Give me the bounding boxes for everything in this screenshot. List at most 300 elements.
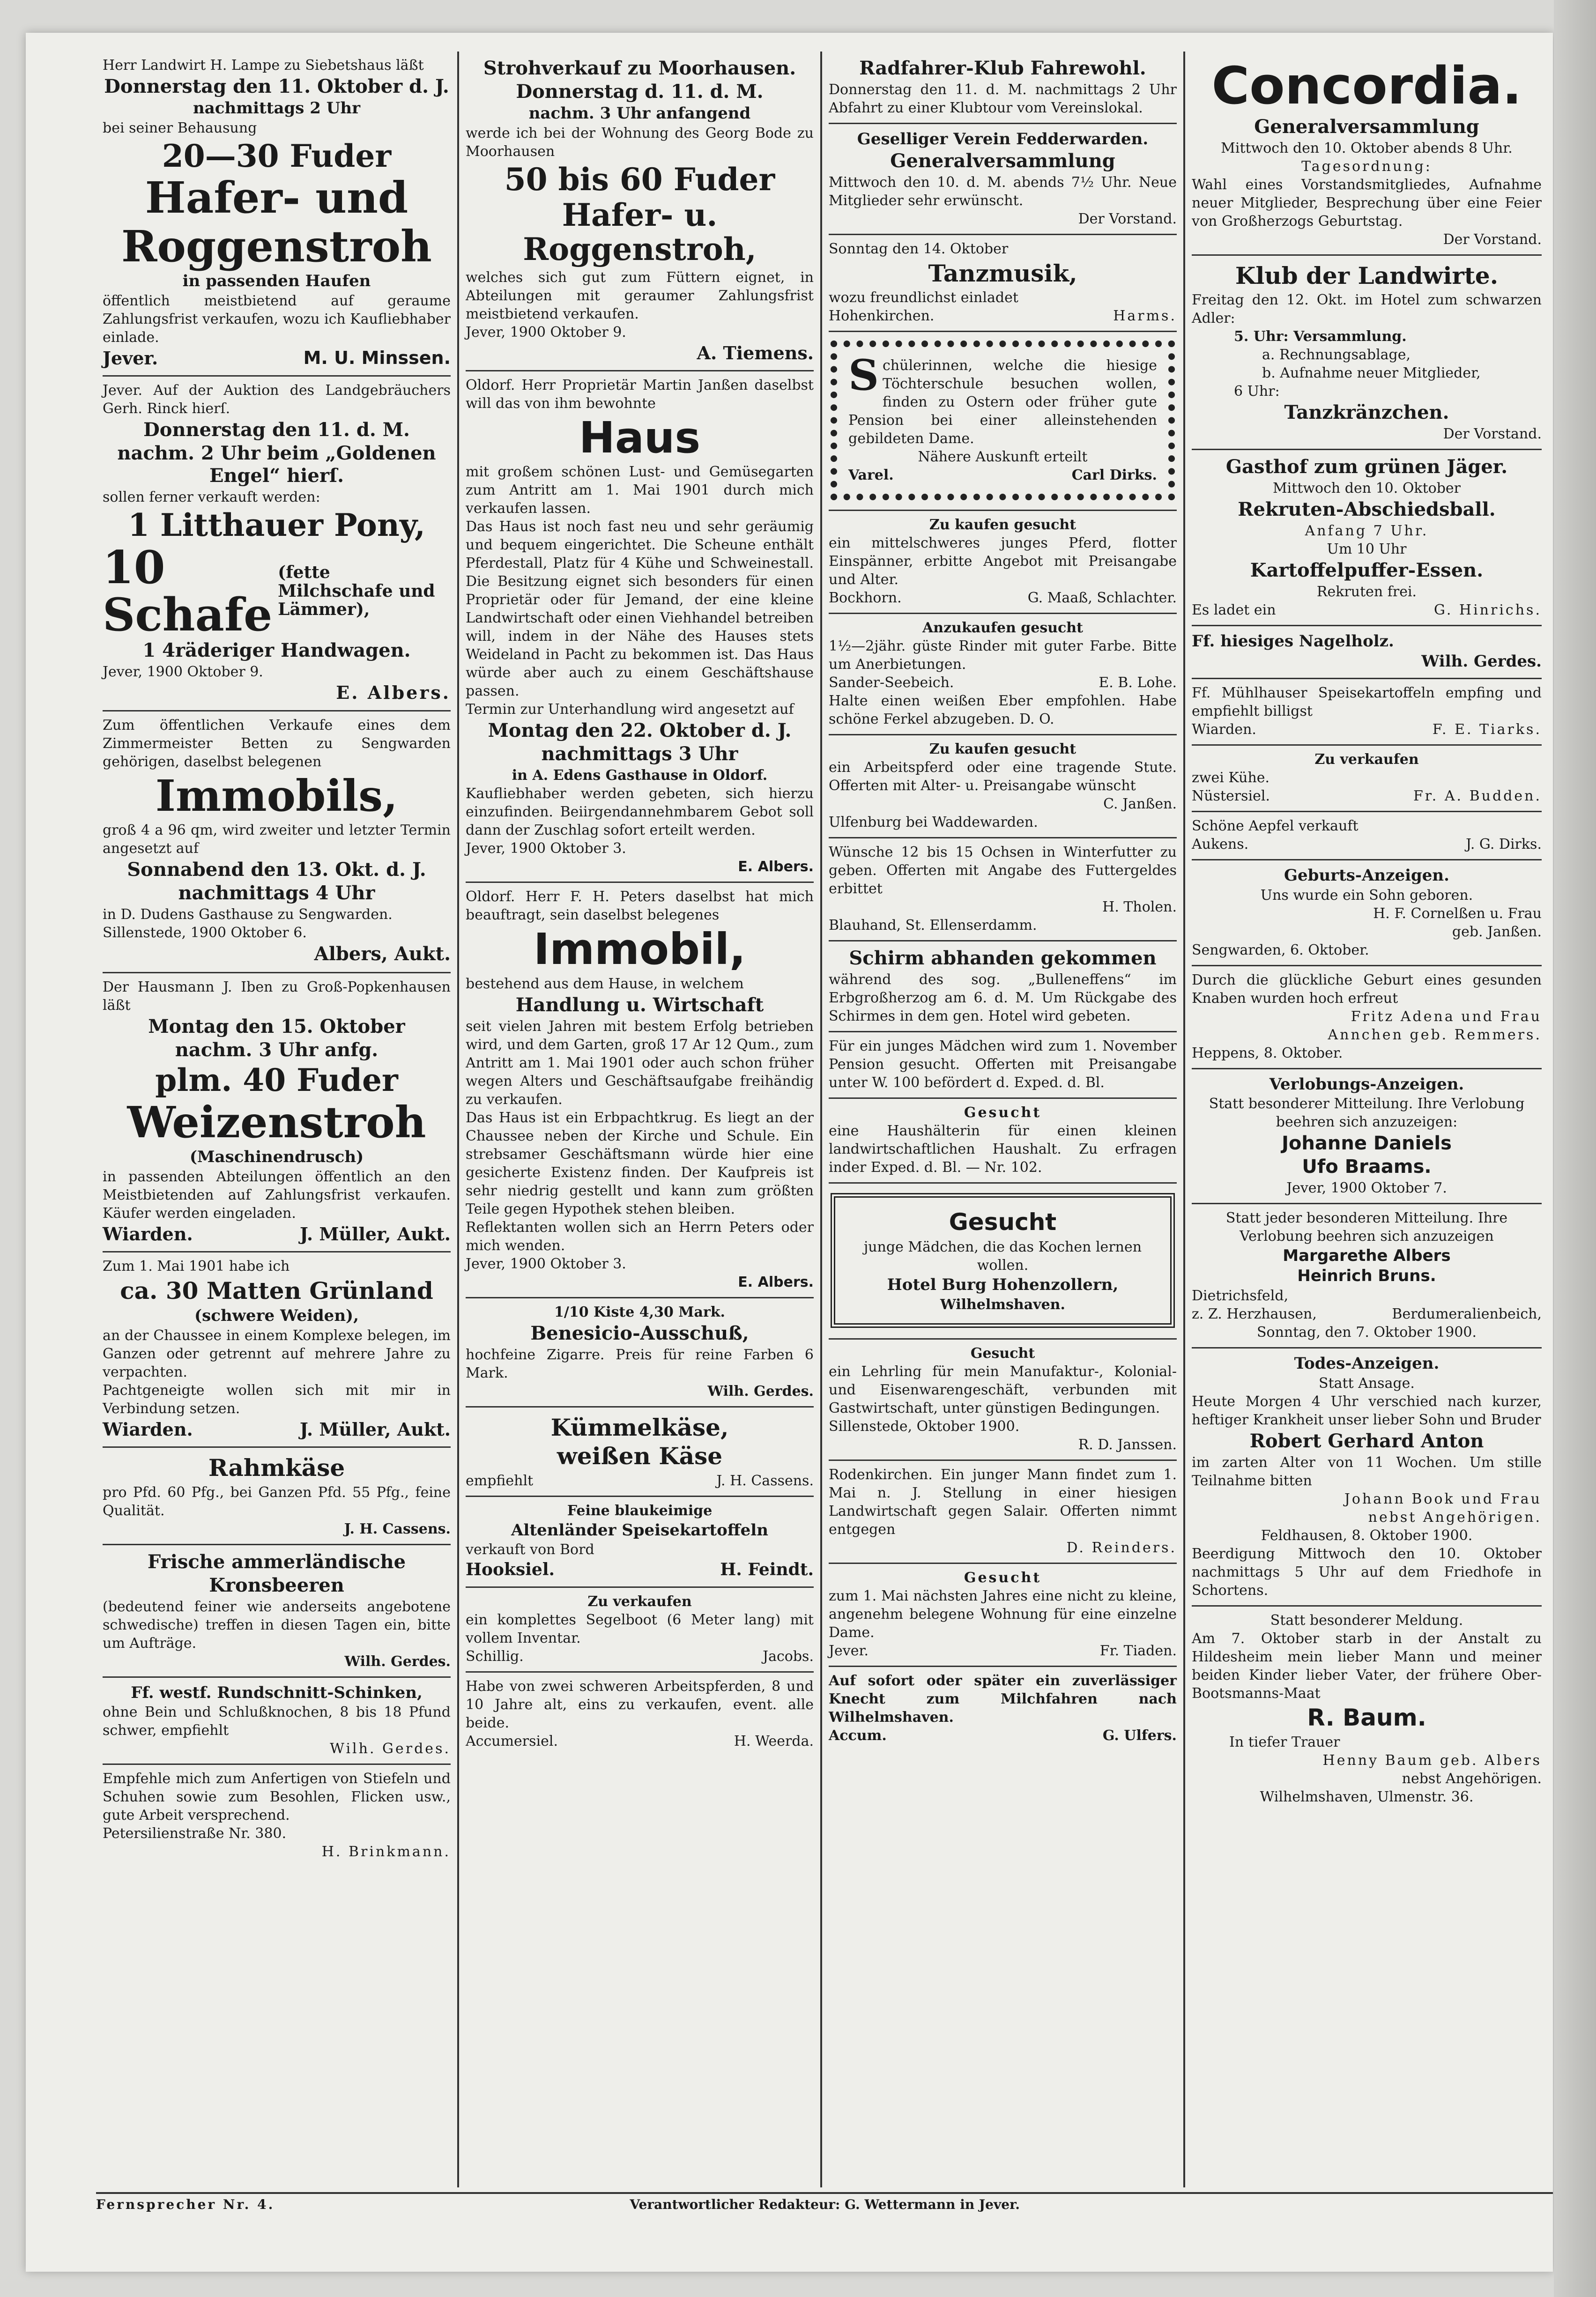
- ad-haus-oldorf: [466, 371, 814, 883]
- ad-name: Johanne Daniels: [1282, 1133, 1452, 1155]
- ad-title: Handlung u. Wirtschaft: [515, 993, 764, 1016]
- ad-text: Sonntag den 14. Oktober: [829, 240, 1009, 257]
- ad-place-sig: Schillig.: [466, 1648, 524, 1665]
- ad-title: Hafer- und: [145, 172, 408, 223]
- ad-klub-landwirte: [1192, 256, 1542, 451]
- ad-tod-robert: [1192, 1349, 1542, 1607]
- ad-title: Generalversammlung: [890, 149, 1115, 172]
- ad-signature: Der Vorstand.: [1443, 426, 1542, 443]
- ad-place-sig: Jever.: [103, 347, 158, 369]
- ad-text: Statt besonderer Mitteilung. Ihre Verlobung beehren sich anzuzeigen:: [1209, 1096, 1525, 1131]
- ad-signature-row: [829, 674, 1177, 692]
- ad-signature: Wilh. Gerdes.: [707, 1383, 814, 1400]
- ad-text: Der Hausmann J. Iben zu Groß-Popkenhausen läßt: [103, 979, 451, 1014]
- ad-text: Pachtgeneigte wollen sich mit mir in Verbindung setzen.: [103, 1382, 451, 1417]
- ad-place: Dietrichsfeld,: [1192, 1288, 1289, 1304]
- ad-text: Freitag den 12. Okt. im Hotel zum schwarzen Adler:: [1192, 292, 1542, 327]
- ad-place-sig: Hohenkirchen.: [829, 308, 935, 325]
- ad-time: nachmittags 3 Uhr: [541, 743, 738, 765]
- ad-dateline: Wilhelmshaven, Ulmenstr. 36.: [1260, 1789, 1474, 1806]
- ad-place-sig: Varel.: [848, 467, 894, 484]
- ad-title: Haus: [579, 412, 701, 463]
- scan-right-edge: [1554, 0, 1596, 2297]
- ad-signature: Carl Dirks.: [1071, 467, 1157, 484]
- ad-date: Montag den 15. Oktober: [148, 1015, 405, 1038]
- ad-text: Empfehle mich zum Anfertigen von Stiefeln und Schuhen sowie zum Besohlen, Flicken usw., gute Arbeit versprechend.: [103, 1771, 451, 1824]
- ad-place-sig: Aukens.: [1192, 836, 1249, 852]
- ad-title: Verlobungs-Anzeigen.: [1269, 1074, 1464, 1094]
- ad-time: nachm. 2 Uhr beim „Goldenen Engel“ hierſ.: [117, 442, 436, 487]
- ad-address: Petersilienstraße Nr. 380.: [103, 1825, 287, 1842]
- ad-title: Kronsbeeren: [209, 1574, 344, 1596]
- ad-haushaelterin: [829, 1099, 1177, 1184]
- ad-signature-row: [848, 466, 1157, 484]
- ad-signature-row: [103, 1223, 451, 1245]
- ad-dateline: Jever, 1900 Oktober 7.: [1286, 1180, 1447, 1197]
- ad-text: zwei Kühe.: [1192, 769, 1270, 786]
- ad-text: öffentlich meistbietend auf geraume Zahlungsfrist verkaufen, wozu ich Kaufliebhaber einlade.: [103, 292, 451, 346]
- ad-text: 1½—2jähr. güste Rinder mit guter Farbe. Bitte um Anerbietungen.: [829, 638, 1177, 673]
- ad-place: bei seiner Behausung: [103, 119, 257, 136]
- ad-subtitle: Wilhelmshaven.: [940, 1296, 1065, 1313]
- ad-signature: E. Albers.: [738, 859, 814, 875]
- ad-ochsen: [829, 838, 1177, 941]
- ad-title: Klub der Landwirte.: [1235, 261, 1499, 289]
- ad-gruenland: [103, 1252, 451, 1448]
- ad-place-sig: Nüstersiel.: [1192, 787, 1270, 804]
- ad-text: werde ich bei der Wohnung des Georg Bode zu Moorhausen: [466, 125, 814, 160]
- ad-time: nachmittags 2 Uhr: [193, 99, 361, 118]
- ad-title: Tanzmusik,: [928, 259, 1077, 287]
- ad-pension-maedchen: [829, 1032, 1177, 1099]
- ad-title: Gesucht: [970, 1345, 1035, 1362]
- ad-quantity: 20—30 Fuder: [162, 137, 392, 174]
- ad-signature-row: [466, 1732, 814, 1750]
- ad-text: Durch die glückliche Geburt eines gesunden Knaben wurden hoch erfreut: [1192, 971, 1542, 1007]
- ad-signature: Harms.: [1113, 308, 1177, 325]
- ad-text: Statt jeder besonderen Mitteilung. Ihre Verlobung beehren sich anzuzeigen: [1225, 1210, 1508, 1245]
- ad-text: Um 10 Uhr: [1327, 541, 1407, 558]
- ad-signature: Albers, Aukt.: [314, 943, 451, 965]
- ad-quantity: plm. 40 Fuder: [155, 1062, 398, 1099]
- ad-title: Rekruten-Abschiedsball.: [1238, 498, 1496, 521]
- ad-item: 10 Schafe: [103, 541, 273, 641]
- ad-dateline: Sonntag, den 7. Oktober 1900.: [1256, 1324, 1477, 1341]
- ad-signature: G. Ulfers.: [1102, 1727, 1177, 1744]
- columns: [96, 52, 1553, 2187]
- ad-arbeitspferd: [829, 735, 1177, 838]
- ad-arbeitspferde: [466, 1673, 814, 1756]
- ad-signature: H. F. Cornelßen u. Frau: [1373, 905, 1542, 922]
- ad-place: z. Z. Herzhausen,: [1192, 1306, 1317, 1323]
- ad-subtitle: (Maschinendrusch): [189, 1148, 364, 1167]
- ad-signature: F. E. Tiarks.: [1432, 721, 1542, 738]
- ad-signature: Jacobs.: [763, 1648, 814, 1665]
- ad-signature: Annchen geb. Remmers.: [1328, 1026, 1542, 1043]
- ad-nagelholz: [1192, 626, 1542, 679]
- ad-date: Donnerstag d. 11. d. M.: [516, 81, 764, 103]
- ad-signature: R. D. Janssen.: [1078, 1436, 1177, 1453]
- ad-text: Ff. Mühlhauser Speisekartoffeln empfing und empfiehlt billigst: [1192, 684, 1542, 719]
- ad-concordia: [1192, 52, 1542, 256]
- ad-signature: E. B. Lohe.: [1099, 674, 1177, 691]
- ad-kartoffeln: [466, 1497, 814, 1588]
- ad-name: Ufo Braams.: [1302, 1156, 1432, 1178]
- ad-rahmkaese: [103, 1448, 451, 1545]
- ad-text: Beerdigung Mittwoch den 10. Oktober nachmittags 5 Uhr auf dem Friedhofe in Schortens.: [1192, 1545, 1542, 1599]
- ad-dateline: Jever, 1900 Oktober 9.: [103, 664, 263, 681]
- ad-dateline: Sillenstede, Oktober 1900.: [829, 1418, 1020, 1435]
- ad-verlobung-albers: [1192, 1204, 1542, 1349]
- ad-text: Heute Morgen 4 Uhr verschied nach kurzer, heftiger Krankheit unser lieber Sohn und Bruder: [1192, 1393, 1542, 1428]
- ad-title: Frische ammerländische: [147, 1550, 406, 1573]
- ad-text: Zum öffentlichen Verkaufe eines dem Zimmermeister Betten zu Sengwarden gehörigen, daselbst belegenen: [103, 717, 451, 770]
- ad-text: wozu freundlichst einladet: [829, 289, 1018, 306]
- ad-name: Margarethe Albers: [1283, 1246, 1451, 1266]
- ad-text: Habe von zwei schweren Arbeitspferden, 8 und 10 Jahre alt, eins zu verkaufen, event. alle beide.: [466, 1678, 814, 1732]
- ad-kuehe: [1192, 746, 1542, 812]
- ad-radfahrer: [829, 52, 1177, 124]
- ad-text: Halte einen weißen Eber empfohlen. Habe schöne Ferkel abzugeben. D. O.: [829, 693, 1177, 728]
- ad-item: 1 4räderiger Handwagen.: [142, 639, 411, 662]
- ad-title: Anzukaufen gesucht: [922, 620, 1083, 637]
- ad-lampe-straw: [103, 52, 451, 377]
- column-1: [96, 52, 459, 2187]
- ad-signature: nebst Angehörigen.: [1402, 1771, 1542, 1787]
- ad-signature: nebst Angehörigen.: [1368, 1509, 1542, 1526]
- ad-title: Geburts-Anzeigen.: [1284, 866, 1449, 885]
- ad-date: Donnerstag den 11. Oktober d. J.: [104, 75, 449, 97]
- ad-title: Hafer- u. Roggenstroh,: [523, 197, 757, 267]
- ad-signature: D. Reinders.: [1066, 1539, 1177, 1556]
- ad-tod-baum: [1192, 1607, 1542, 1812]
- ad-name: Robert Gerhard Anton: [1249, 1430, 1484, 1452]
- ad-title: Gesucht: [964, 1569, 1042, 1586]
- ad-geburt-cornelssen: [1192, 860, 1542, 966]
- ad-text: sollen ferner verkauft werden:: [103, 489, 320, 506]
- column-2: [459, 52, 822, 2187]
- ad-signature: C. Janßen.: [1103, 796, 1177, 813]
- ad-title: Hotel Burg Hohenzollern,: [887, 1275, 1119, 1294]
- ad-text: Anfang 7 Uhr.: [1305, 523, 1429, 540]
- ad-text: ein mittelschweres junges Pferd, flotter Einspänner, erbitte Angebot mit Preisangabe und Alter.: [829, 535, 1177, 588]
- ad-title: Ff. hiesiges Nagelholz.: [1192, 632, 1394, 651]
- ad-item: 1 Litthauer Pony,: [128, 507, 425, 544]
- ad-signature-row: [103, 347, 451, 370]
- ad-title: Geselliger Verein Fedderwarden.: [857, 130, 1149, 148]
- ad-brinkmann: [103, 1765, 451, 1867]
- ad-rinck-auction: [103, 377, 451, 711]
- ad-text: während des sog. „Bulleneffens“ im Erbgroßherzog am 6. d. M. Um Rückgabe des Schirmes in dem gen. Hotel wird gebeten.: [829, 971, 1177, 1025]
- ad-fedderwarden: [829, 124, 1177, 235]
- ad-text: Uns wurde ein Sohn geboren.: [1260, 887, 1473, 904]
- ad-moorhausen: [466, 52, 814, 371]
- ad-text: (bedeutend feiner wie anderseits angebotene schwedische) treffen in diesen Tagen ein, bitte um Aufträge.: [103, 1598, 451, 1652]
- ad-signature: G. Hinrichs.: [1433, 602, 1542, 619]
- ad-immobil-betten: [103, 711, 451, 973]
- ad-place-sig: Wiarden.: [103, 1223, 193, 1245]
- ad-signature-row: [1192, 601, 1542, 619]
- ad-place-sig: Bockhorn.: [829, 590, 902, 607]
- ad-text: verkauft von Bord: [466, 1541, 594, 1558]
- ad-signature: E. Albers.: [738, 1274, 814, 1290]
- ad-subtitle: Feine blaukeimige: [567, 1502, 713, 1519]
- ad-signature: Henny Baum geb. Albers: [1322, 1752, 1542, 1769]
- ad-text: zum 1. Mai nächsten Jahres eine nicht zu kleine, angenehm belegene Wohnung für eine einzelne Dame.: [829, 1587, 1177, 1641]
- ad-text: in passenden Abteilungen öffentlich an den Meistbietenden auf Zahlungsfrist verkaufen. Käufer werden eingeladen.: [103, 1168, 451, 1222]
- ad-text: Schöne Aepfel verkauft: [1192, 817, 1358, 834]
- ad-place-row: [1192, 1305, 1542, 1323]
- ad-muehlhauser: [1192, 679, 1542, 746]
- ad-title: Concordia.: [1211, 56, 1522, 116]
- ad-signature: Fritz Adena und Frau: [1351, 1008, 1542, 1025]
- ad-dateline: Feldhausen, 8. Oktober 1900.: [1261, 1527, 1473, 1544]
- ad-text: Rodenkirchen. Ein junger Mann findet zum 1. Mai n. J. Stellung in einer hiesigen Landwirtschaft gegen Salair. Offerten nimmt entgegen: [829, 1466, 1177, 1538]
- ad-signature-row: [829, 1642, 1177, 1660]
- ad-text: eine Haushälterin für einen kleinen landwirtschaftlichen Haushalt. Zu erfragen inder Exped. d. Bl. — Nr. 102.: [829, 1123, 1177, 1176]
- ad-tanzmusik: [829, 235, 1177, 333]
- ad-text: Statt besonderer Meldung.: [1270, 1612, 1463, 1629]
- ad-signature: G. Maaß, Schlachter.: [1027, 590, 1177, 607]
- ad-aepfel: [1192, 812, 1542, 860]
- ad-iben-straw: [103, 973, 451, 1252]
- ad-schirm: [829, 941, 1177, 1032]
- ad-signature-row: [829, 1726, 1177, 1745]
- ad-signature: M. U. Minssen.: [303, 347, 451, 368]
- ad-signature: J. H. Cassens.: [344, 1520, 451, 1537]
- ad-title: Kartoffelpuffer-Essen.: [1250, 559, 1484, 582]
- ad-text: Statt Ansage.: [1319, 1375, 1415, 1392]
- ad-text: Am 7. Oktober starb in der Anstalt zu Hildesheim mein lieber Mann und meiner beiden Kinder lieber Vater, der frühere Ober-Bootsmanns-Maat: [1192, 1630, 1542, 1702]
- ad-signature: H. Tholen.: [1102, 899, 1177, 916]
- ad-dateline: Jever, 1900 Oktober 3.: [466, 1255, 626, 1272]
- ad-signature-row: [466, 1647, 814, 1666]
- ornamental-frame: [831, 1193, 1175, 1327]
- ad-text: Für ein junges Mädchen wird zum 1. November Pension gesucht. Offerten mit Preisangabe unter W. 100 befördert d. Exped. d. Bl.: [829, 1038, 1177, 1091]
- ad-quantity: 50 bis 60 Fuder: [504, 161, 775, 198]
- ad-signature-row: [829, 307, 1177, 325]
- ad-name: R. Baum.: [1307, 1704, 1426, 1731]
- ad-place-sig: Wiarden.: [103, 1418, 193, 1440]
- ad-place: Ulfenburg bei Waddewarden.: [829, 814, 1038, 831]
- ad-signature: J. H. Cassens.: [716, 1472, 814, 1489]
- page-footer: [96, 2192, 1553, 2212]
- ad-place-sig: Jever.: [829, 1642, 869, 1659]
- ad-knecht: [829, 1667, 1177, 1750]
- ad-kronsbeeren: [103, 1545, 451, 1678]
- ad-signature-row: [103, 1418, 451, 1441]
- ad-place: in A. Edens Gasthause in Oldorf.: [512, 767, 768, 784]
- ad-text: Wahl eines Vorstandsmitgliedes, Aufnahme neuer Mitglieder, Besprechung über eine Feier von Großherzogs Geburtstag.: [1192, 176, 1542, 230]
- ad-signature: J. Müller, Aukt.: [299, 1418, 451, 1440]
- ad-agenda-item: a. Rechnungsablage,: [1262, 347, 1411, 363]
- ad-wohnung: [829, 1564, 1177, 1667]
- ad-text: junge Mädchen, die das Kochen lernen wollen.: [863, 1238, 1142, 1274]
- ad-segelboot: [466, 1588, 814, 1673]
- ad-dateline: Sengwarden, 6. Oktober.: [1192, 941, 1369, 958]
- ad-title: Zu kaufen gesucht: [929, 741, 1076, 758]
- ad-text: Termin zur Unterhandlung wird angesetzt auf: [466, 701, 794, 718]
- ad-agenda: Tagesordnung:: [1301, 158, 1432, 175]
- ad-text: bestehend aus dem Hause, in welchem: [466, 975, 744, 992]
- ad-date: Sonnabend den 13. Okt. d. J.: [127, 859, 426, 881]
- ad-title: Kümmelkäse,: [550, 1413, 729, 1441]
- footer-spacer: [1375, 2197, 1553, 2212]
- ad-title: Todes-Anzeigen.: [1294, 1354, 1440, 1373]
- ad-schinken: [103, 1678, 451, 1765]
- ad-text: ohne Bein und Schlußknochen, 8 bis 18 Pfund schwer, empfiehlt: [103, 1704, 451, 1739]
- ad-text: Auf sofort oder später ein zuverlässiger Knecht zum Milchfahren nach Wilhelmshaven.: [829, 1672, 1177, 1726]
- ad-intro: Herr Landwirt H. Lampe zu Siebetshaus läßt: [103, 57, 424, 74]
- ad-title: ca. 30 Matten Grünland: [120, 1277, 433, 1305]
- ad-text: ein komplettes Segelboot (6 Meter lang) mit vollem Inventar.: [466, 1612, 814, 1647]
- ad-item-row: [103, 541, 451, 641]
- ad-signature: H. Feindt.: [720, 1560, 814, 1580]
- ad-date: Montag den 22. Oktober d. J.: [488, 719, 792, 742]
- column-4: [1185, 52, 1548, 2187]
- ad-text: Zum 1. Mai 1901 habe ich: [103, 1258, 290, 1275]
- ad-date: Donnerstag den 11. d. M.: [143, 419, 410, 441]
- ad-price: 1/10 Kiste 4,30 Mark.: [554, 1304, 725, 1320]
- column-3: [822, 52, 1185, 2187]
- newspaper-page: [26, 33, 1553, 2272]
- ad-text: Jever. Auf der Auktion des Landgebräuchers Gerh. Rinck hierſ.: [103, 382, 451, 417]
- ad-signature: E. Albers.: [336, 682, 451, 704]
- ad-hotel-hohenzollern: [829, 1184, 1177, 1339]
- ad-agenda-item: b. Aufnahme neuer Mitglieder,: [1262, 365, 1481, 382]
- ad-signature: Wilh. Gerdes.: [1421, 652, 1542, 671]
- ad-signature: geb. Janßen.: [1452, 923, 1542, 940]
- ad-dateline: Heppens, 8. Oktober.: [1192, 1045, 1343, 1061]
- ad-title: Gesucht: [964, 1104, 1042, 1121]
- ad-dateline: Jever, 1900 Oktober 3.: [466, 840, 626, 857]
- ad-kaese: [466, 1408, 814, 1497]
- footer-editor: Verantwortlicher Redakteur: G. Wettermann in Jever.: [630, 2197, 1020, 2212]
- ad-title: Weizenstroh: [127, 1097, 426, 1148]
- ad-pension-varel: [829, 332, 1177, 511]
- ad-place-sig: Sander-Seebeich.: [829, 674, 954, 691]
- ad-zigarre: [466, 1298, 814, 1408]
- ad-text: Nähere Auskunft erteilt: [918, 449, 1088, 466]
- ad-text: Das Haus ist ein Erbpachtkrug. Es liegt an der Chaussee neben der Kirche und Schule. Ein strebsamer Geschäftsmann würde hier eine gesicherte Existenz finden. Der Kaufpreis ist sehr niedrig gestellt und kann zum größten Teile gegen Hypothek stehen bleiben.: [466, 1109, 814, 1217]
- ad-text: ein Arbeitspferd oder eine tragende Stute. Offerten mit Alter- u. Preisangabe wünscht: [829, 759, 1177, 794]
- ad-signature: Fr. Tiaden.: [1099, 1642, 1177, 1659]
- ad-title: Tanzkränzchen.: [1284, 401, 1449, 424]
- ad-signature: J. Müller, Aukt.: [299, 1223, 451, 1245]
- ad-time: nachm. 3 Uhr anfangend: [528, 104, 751, 123]
- ad-title: Zu kaufen gesucht: [929, 517, 1076, 533]
- ad-subtitle: in passenden Haufen: [182, 272, 371, 291]
- ad-dateline: Sillenstede, 1900 Oktober 6.: [103, 925, 307, 941]
- ad-name: Heinrich Bruns.: [1297, 1267, 1436, 1286]
- ad-pferd-gesucht: [829, 511, 1177, 614]
- ad-signature-row: [1192, 787, 1542, 805]
- ad-signature: Wilh. Gerdes.: [344, 1653, 451, 1670]
- ad-signature-row: [829, 589, 1177, 607]
- ad-text: Rekruten frei.: [1316, 584, 1417, 600]
- ad-title: Benesicio-Ausschuß,: [530, 1322, 749, 1344]
- ad-title: Roggenstroh: [121, 221, 432, 272]
- ad-place: Berdumeralienbeich,: [1392, 1306, 1542, 1323]
- ad-place-sig: Accum.: [829, 1727, 887, 1744]
- ad-text: pro Pfd. 60 Pfg., bei Ganzen Pfd. 55 Pfg., feine Qualität.: [103, 1484, 451, 1519]
- ad-subtitle: (schwere Weiden),: [194, 1306, 359, 1325]
- ad-title: Ff. westf. Rundschnitt-Schinken,: [131, 1683, 423, 1702]
- ad-signature-row: [1192, 720, 1542, 739]
- ad-signature: H. Brinkmann.: [321, 1844, 451, 1860]
- ad-text: Reflektanten wollen sich an Herrn Peters oder mich wenden.: [466, 1219, 814, 1254]
- ad-immobil-peters: [466, 883, 814, 1298]
- ad-title: Gesucht: [949, 1208, 1057, 1236]
- ad-title: Rahmkäse: [208, 1454, 345, 1482]
- ad-text: In tiefer Trauer: [1229, 1734, 1340, 1751]
- ad-title: Immobil,: [533, 924, 746, 975]
- ad-lehrling: [829, 1340, 1177, 1461]
- ad-signature: Johann Book und Frau: [1344, 1490, 1542, 1507]
- ad-place-sig: Hooksiel.: [466, 1560, 555, 1580]
- ad-signature: H. Weerda.: [734, 1733, 814, 1750]
- ad-verlobung-daniels: [1192, 1069, 1542, 1205]
- ad-geburt-adena: [1192, 966, 1542, 1069]
- ad-text: Oldorf. Herr F. H. Peters daselbst hat mich beauftragt, sein daselbst belegenes: [466, 889, 814, 924]
- ad-text: Mittwoch den 10. Oktober: [1272, 480, 1461, 497]
- ad-text: im zarten Alter von 11 Wochen. Um stille Teilnahme bitten: [1192, 1454, 1542, 1489]
- ad-rinder: [829, 614, 1177, 735]
- ad-text: welches sich gut zum Füttern eignet, in Abteilungen mit geraumer Zahlungsfrist meistbietend verkaufen.: [466, 269, 814, 322]
- ad-text: seit vielen Jahren mit bestem Erfolg betrieben wird, und dem Garten, groß 17 Ar 12 Qum., zum Antritt am 1. Mai 1901 oder auch schon früher wegen Alters und Geschäftsaufgabe freihändig zu verkaufen.: [466, 1018, 814, 1108]
- ad-text: Es ladet ein: [1192, 602, 1276, 619]
- ad-text: hochfeine Zigarre. Preis für reine Farben 6 Mark.: [466, 1346, 814, 1381]
- ad-gasthof-jaeger: [1192, 450, 1542, 626]
- ad-signature: Wilh. Gerdes.: [330, 1741, 451, 1757]
- ad-title: Immobils,: [155, 770, 398, 821]
- ad-title: Schirm abhanden gekommen: [849, 947, 1157, 970]
- ad-title: weißen Käse: [557, 1442, 723, 1470]
- ad-place-sig: Accumersiel.: [466, 1733, 558, 1750]
- ad-title: Zu verkaufen: [1314, 751, 1419, 768]
- ad-time: nachmittags 4 Uhr: [178, 882, 375, 904]
- ad-text: an der Chaussee in einem Komplexe belegen, im Ganzen oder getrennt auf mehrere Jahre zu verpachten.: [103, 1327, 451, 1380]
- footer-telephone: Fernsprecher Nr. 4.: [96, 2197, 275, 2212]
- ad-title: Zu verkaufen: [587, 1593, 692, 1610]
- ad-signature: Der Vorstand.: [1078, 210, 1177, 227]
- ad-text: groß 4 a 96 qm, wird zweiter und letzter Termin angesetzt auf: [103, 822, 451, 857]
- ad-title: Gasthof zum grünen Jäger.: [1225, 456, 1508, 478]
- ad-signature: J. G. Dirks.: [1466, 836, 1542, 852]
- ad-signature: Fr. A. Budden.: [1413, 787, 1542, 804]
- ad-place-sig: Wiarden.: [1192, 721, 1256, 738]
- ad-text: Oldorf. Herr Proprietär Martin Janßen daselbst will das von ihm bewohnte: [466, 377, 814, 412]
- ad-signature-row: [466, 1472, 814, 1490]
- ad-text: Mittwoch den 10. Oktober abends 8 Uhr.: [1221, 140, 1513, 156]
- ad-signature-row: [466, 1559, 814, 1581]
- ad-text: ein Lehrling für mein Manufaktur-, Kolonial- und Eisenwarengeschäft, verbunden mit Gastwirtschaft, unter günstigen Bedingungen.: [829, 1363, 1177, 1416]
- ad-text: Das Haus ist noch fast neu und sehr geräumig und bequem eingerichtet. Die Scheune enthält Pferdestall, Platz für 4 Kühe und Schweinestall. Die Besitzung eignet sich besonders für einen Proprietär oder für Jemand, der eine kleine Landwirtschaft oder einen Viehhandel betreiben will, indem in der Nähe des Hauses stets Weideland in Pacht zu bekommen ist. Das Haus würde aber auch zu einem Geschäftshause passen.: [466, 519, 814, 700]
- ad-dateline: Jever, 1900 Oktober 9.: [466, 324, 626, 341]
- ad-agenda-item: 6 Uhr:: [1234, 383, 1280, 400]
- ad-place: Blauhand, St. Ellenserdamm.: [829, 917, 1037, 934]
- ad-initial: S: [848, 350, 879, 400]
- ad-agenda-item: 5. Uhr: Versammlung.: [1234, 328, 1407, 345]
- ad-time: nachm. 3 Uhr anfg.: [175, 1039, 379, 1061]
- ad-text: chülerinnen, welche die hiesige Töchterschule besuchen wollen, finden zu Ostern oder früher gute Pension bei einer alleinstehenden gebildeten Dame.: [848, 357, 1157, 447]
- ad-text: Donnerstag den 11. d. M. nachmittags 2 Uhr Abfahrt zu einer Klubtour vom Vereinslokal.: [829, 82, 1177, 116]
- ad-text: Mittwoch den 10. d. M. abends 7½ Uhr. Neue Mitglieder sehr erwünscht.: [829, 174, 1177, 209]
- ad-rodenkirchen: [829, 1461, 1177, 1564]
- ad-item-note: (fette Milchschafe und Lämmer),: [278, 563, 435, 620]
- ad-signature: Der Vorstand.: [1443, 231, 1542, 248]
- ad-title: Generalversammlung: [1254, 115, 1479, 138]
